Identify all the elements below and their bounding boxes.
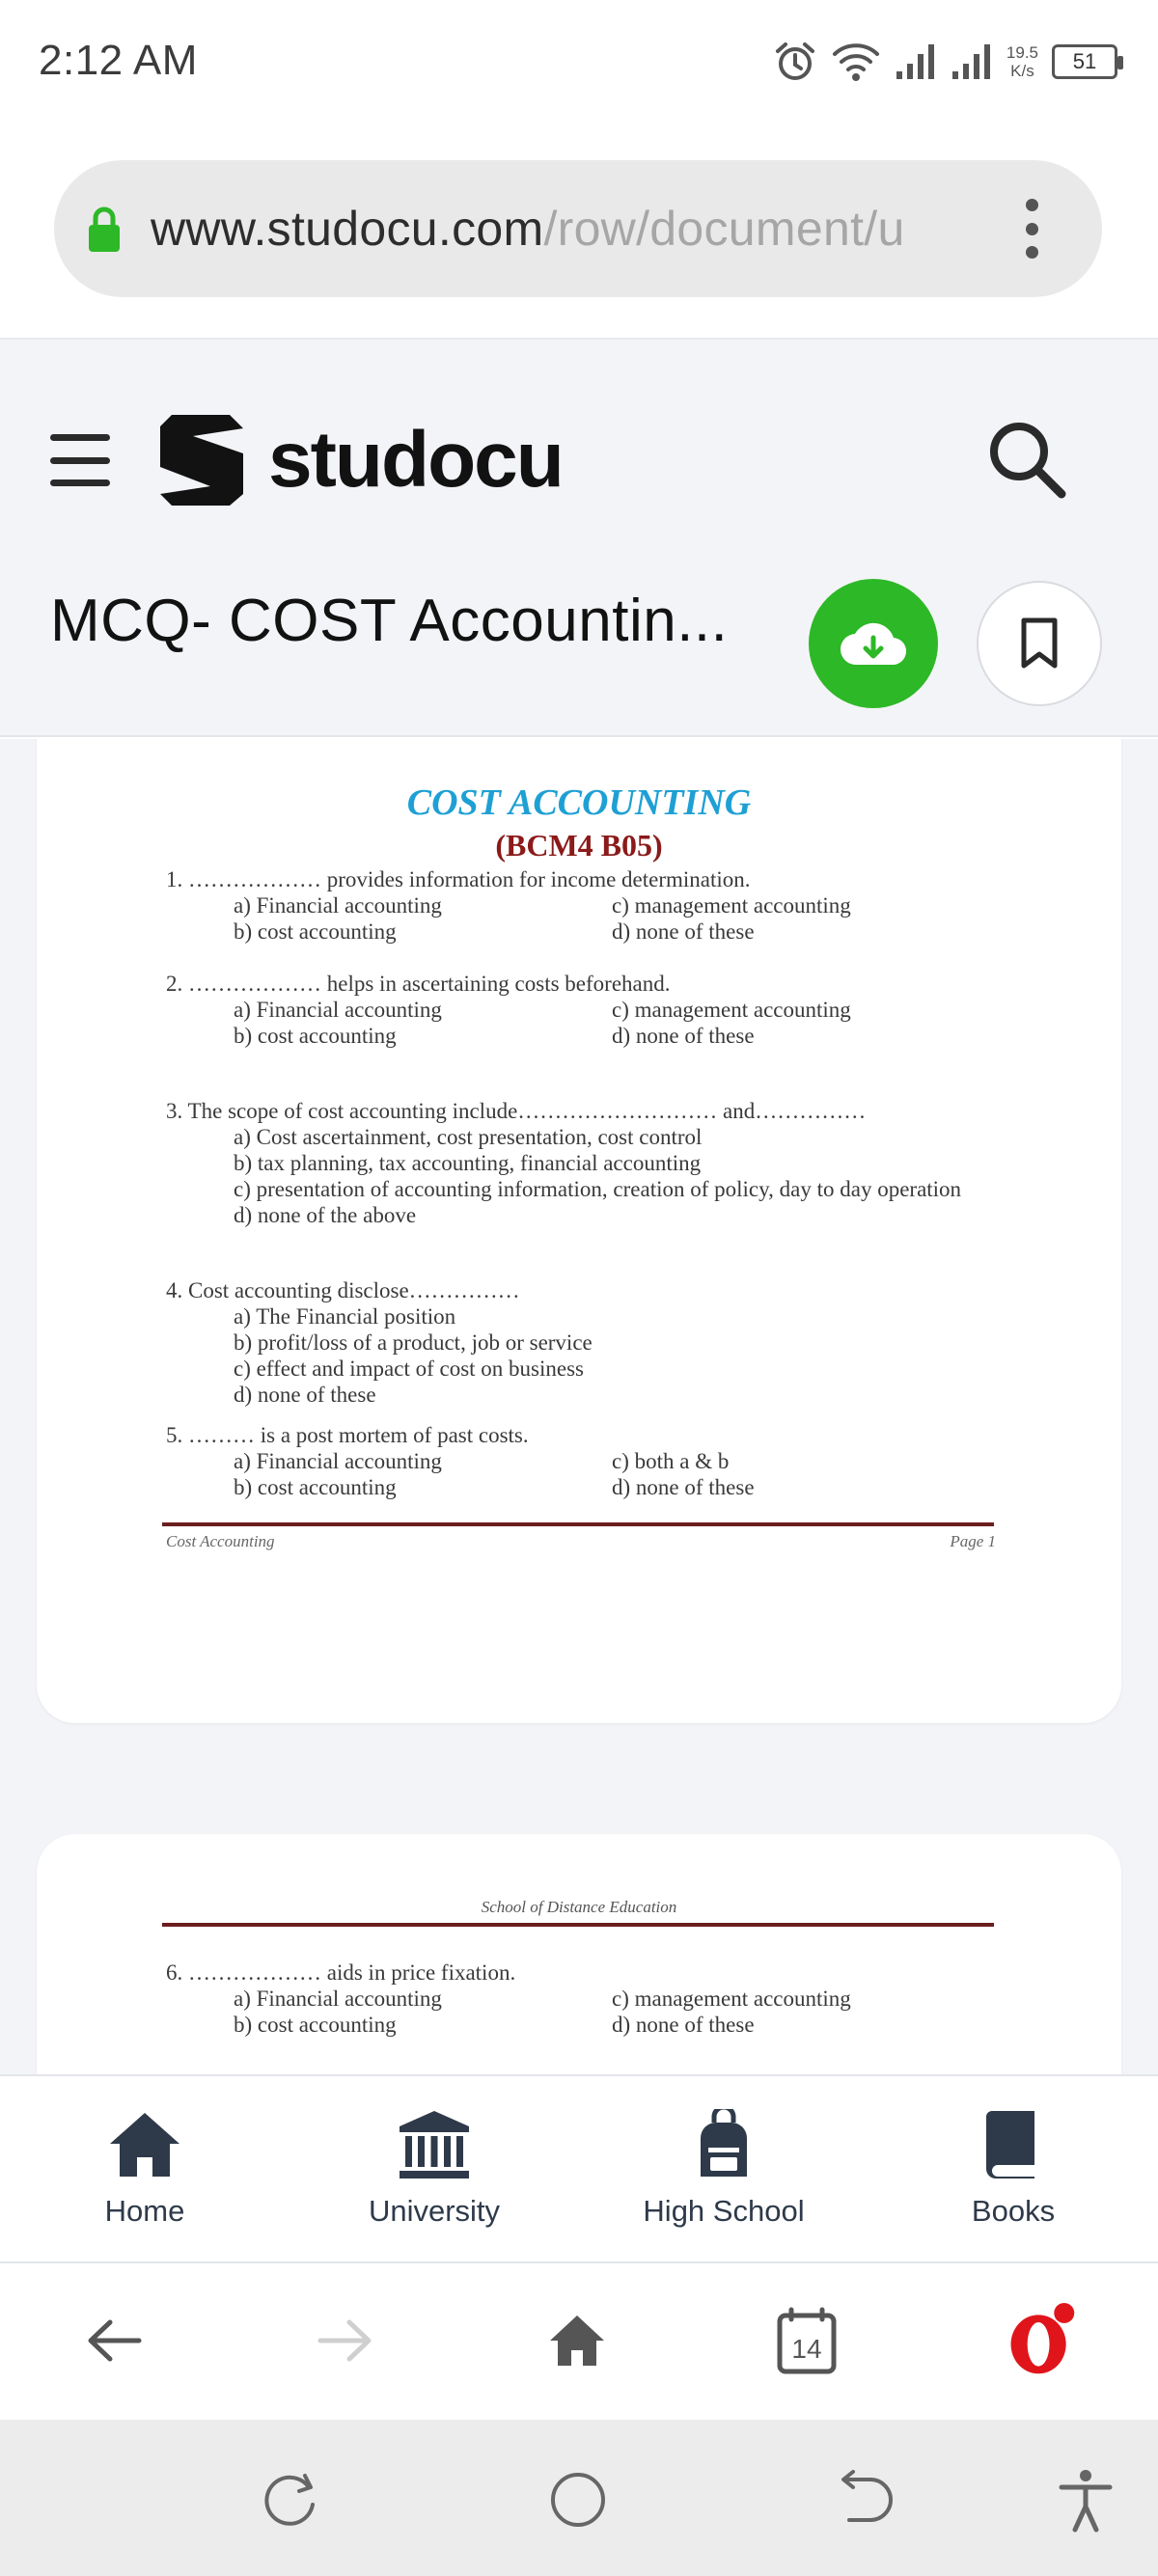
hamburger-menu-icon[interactable] — [50, 434, 110, 486]
status-time: 2:12 AM — [39, 37, 198, 84]
document-title: MCQ- COST Accountin... — [50, 588, 729, 654]
nav-item-home[interactable] — [0, 2076, 290, 2261]
question-stem: 5. ……… is a post mortem of past costs. — [166, 1423, 529, 1447]
battery-indicator — [1052, 44, 1117, 79]
option: a) Cost ascertainment, cost presentation, cost control — [234, 1125, 703, 1149]
home-icon — [106, 2109, 183, 2180]
option: b) cost accounting — [234, 1024, 397, 1048]
option: a) Financial accounting — [234, 893, 442, 918]
forward-arrow-icon — [317, 2316, 374, 2365]
option: d) none of these — [612, 1475, 755, 1499]
url-text[interactable] — [151, 201, 980, 257]
android-navigation-bar — [0, 2420, 1158, 2576]
document-viewer[interactable] — [0, 739, 1158, 2074]
url-host: www.studocu.com — [151, 202, 544, 256]
option: d) none of these — [612, 919, 755, 944]
bookmark-icon — [1020, 617, 1059, 670]
question-stem: 6. ……………… aids in price fixation. — [166, 1960, 516, 1985]
signal-icon-2 — [951, 42, 993, 81]
option: b) profit/loss of a product, job or service — [234, 1330, 593, 1355]
question-options — [166, 1448, 1015, 1500]
site-header — [0, 340, 1158, 737]
nav-label: University — [368, 2194, 501, 2228]
opera-menu-button[interactable] — [1002, 2302, 1079, 2379]
question-options — [166, 892, 1015, 945]
option: b) cost accounting — [234, 2013, 397, 2037]
page-header-rule — [162, 1923, 994, 1927]
brand-name: studocu — [268, 416, 563, 504]
question-options — [166, 1124, 1015, 1228]
option: c) effect and impact of cost on business — [234, 1357, 584, 1381]
option: c) both a & b — [612, 1449, 730, 1473]
accessibility-icon[interactable] — [1052, 2466, 1119, 2534]
option: c) presentation of accounting information, creation of policy, day to day operation — [234, 1177, 962, 1201]
question-1 — [166, 866, 1015, 945]
book-icon — [975, 2109, 1052, 2180]
page-footer-rule — [162, 1522, 994, 1526]
doc-heading: COST ACCOUNTING — [406, 782, 752, 823]
status-icons — [773, 35, 1117, 89]
option: b) cost accounting — [234, 919, 397, 944]
option: b) cost accounting — [234, 1475, 397, 1499]
rotate-icon[interactable] — [257, 2466, 324, 2534]
nav-label: Books — [971, 2194, 1056, 2228]
option: a) Financial accounting — [234, 998, 442, 1022]
wifi-icon — [831, 41, 881, 83]
tabs-icon — [776, 2306, 838, 2375]
nav-label: High School — [643, 2194, 805, 2228]
option: c) management accounting — [612, 893, 851, 918]
question-options — [166, 1986, 1015, 2038]
question-6 — [166, 1959, 1015, 2038]
nav-label: Home — [104, 2194, 185, 2228]
cloud-download-icon — [840, 617, 907, 671]
question-stem: 2. ……………… helps in ascertaining costs beforehand. — [166, 972, 671, 996]
back-icon[interactable] — [832, 2466, 899, 2534]
option: d) none of these — [612, 1024, 755, 1048]
question-options — [166, 1303, 1015, 1408]
document-page-2 — [37, 1834, 1121, 2074]
question-2 — [166, 971, 1015, 1049]
network-speed-value: 19.5 — [1006, 43, 1038, 62]
address-bar[interactable] — [54, 160, 1102, 297]
page-header-school: School of Distance Education — [481, 1898, 677, 1916]
option: a) Financial accounting — [234, 1987, 442, 2011]
option: b) tax planning, tax accounting, financial accounting — [234, 1151, 702, 1175]
forward-button[interactable] — [307, 2302, 384, 2379]
question-stem: 3. The scope of cost accounting include……………………… and…………… — [166, 1099, 867, 1123]
network-speed — [1006, 43, 1038, 80]
option: d) none of these — [234, 1383, 376, 1407]
home-circle-icon[interactable] — [544, 2466, 612, 2534]
status-bar — [0, 0, 1158, 125]
question-stem: 4. Cost accounting disclose…………… — [166, 1278, 520, 1302]
question-5 — [166, 1422, 1015, 1500]
option: d) none of these — [612, 2013, 755, 2037]
document-page-1 — [37, 739, 1121, 1723]
question-3 — [166, 1098, 1015, 1228]
question-stem: 1. ……………… provides information for income determination. — [166, 867, 751, 891]
battery-level: 51 — [1072, 49, 1097, 73]
nav-item-high-school[interactable] — [579, 2076, 868, 2261]
category-nav — [0, 2074, 1158, 2263]
browser-toolbar — [0, 2263, 1158, 2420]
option: a) Financial accounting — [234, 1449, 442, 1473]
question-4 — [166, 1277, 1015, 1408]
lock-icon — [87, 204, 122, 254]
footer-page-number: Page 1 — [950, 1532, 996, 1550]
studocu-logo[interactable] — [154, 407, 563, 513]
search-icon[interactable] — [982, 415, 1071, 504]
opera-logo-icon — [1002, 2300, 1079, 2381]
option: c) management accounting — [612, 1987, 851, 2011]
url-path: /row/document/u — [543, 202, 905, 256]
nav-item-university[interactable] — [290, 2076, 579, 2261]
university-icon — [396, 2109, 473, 2180]
bookmark-button[interactable] — [977, 581, 1102, 706]
browser-address-area — [0, 125, 1158, 340]
footer-left: Cost Accounting — [166, 1532, 275, 1550]
signal-icon-1 — [895, 42, 937, 81]
network-speed-unit: K/s — [1010, 62, 1034, 80]
back-arrow-icon — [85, 2316, 143, 2365]
back-button[interactable] — [75, 2302, 152, 2379]
option: d) none of the above — [234, 1203, 417, 1227]
download-button[interactable] — [809, 579, 938, 708]
tab-count: 14 — [791, 2334, 822, 2364]
home-button[interactable] — [538, 2302, 616, 2379]
home-icon — [548, 2314, 606, 2368]
question-options — [166, 997, 1015, 1049]
studocu-logo-mark — [154, 407, 261, 513]
browser-menu-button[interactable] — [1025, 199, 1038, 259]
page-footer — [166, 1532, 996, 1551]
tabs-button[interactable] — [768, 2302, 845, 2379]
alarm-icon — [773, 40, 817, 84]
option: a) The Financial position — [234, 1304, 456, 1329]
nav-item-books[interactable] — [868, 2076, 1158, 2261]
option: c) management accounting — [612, 998, 851, 1022]
doc-course-code: (BCM4 B05) — [495, 828, 663, 863]
backpack-icon — [685, 2109, 762, 2180]
